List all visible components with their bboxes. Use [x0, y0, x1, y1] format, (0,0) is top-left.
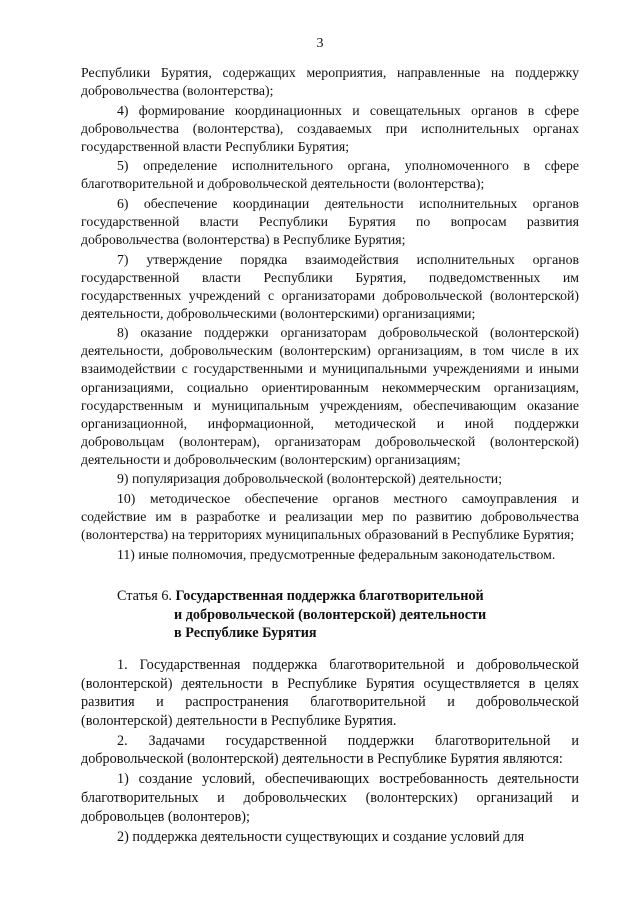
article-title-line: и добровольческой (волонтерской) деятельности: [174, 606, 487, 623]
article-heading: [117, 587, 557, 643]
paragraph: 9) популяризация добровольческой (волонтерской) деятельности;: [117, 471, 503, 487]
paragraph: 11) иные полномочия, предусмотренные федеральным законодательством.: [117, 546, 556, 562]
paragraph: 1. Государственная поддержка благотворительной и добровольческой (волонтерской) деятельности в Республике Бурятия осуществляется в целях развития и распространения благотворительной и добровольческой (волонтерской) деятельности в Республике Бурятия.: [81, 657, 579, 729]
paragraph: 1) создание условий, обеспечивающих востребованность деятельности благотворительных и добровольческих (волонтерских) организаций и добровольцев (волонтеров);: [81, 771, 579, 825]
paragraph: 2) поддержка деятельности существующих и создание условий для: [117, 828, 525, 845]
article-number: Статья 6.: [117, 588, 172, 604]
paragraph: 6) обеспечение координации деятельности исполнительных органов государственной власти Республики Бурятия по вопросам развития добровольчества (волонтерства) в Республике Бурятия;: [81, 195, 579, 248]
article-title-line: в Республике Бурятия: [174, 625, 317, 642]
paragraph: 2. Задачами государственной поддержки благотворительной и добровольческой (волонтерской) деятельности в Республике Бурятия являются:: [81, 732, 579, 768]
article-title-line: Государственная поддержка благотворительной: [175, 588, 484, 604]
article-6-body: [81, 656, 579, 846]
paragraph: 7) утверждение порядка взаимодействия исполнительных органов государственной власти Республики Бурятия, подведомственных им государственных учреждений с организаторами добровольческой (волонтерской) деятельности, добровольческими (волонтерскими) организациями;: [81, 251, 579, 321]
paragraph: 8) оказание поддержки организаторам добровольческой (волонтерской) деятельности, добровольческим (волонтерским) организациям, в том числе в их взаимодействии с государственными и муниципальными учреждениями и иными организациями, социально ориентированным некоммерческим организациям, государственным и муниципальным учреждениям, обеспечивающим оказание организационной, информационной, методической и иной поддержки добровольцам (волонтерам), организаторам добровольческой (волонтерской) деятельности и добровольческим (волонтерским) организациям;: [81, 325, 579, 467]
paragraph: 10) методическое обеспечение органов местного самоуправления и содействие им в разработке и реализации мер по развитию добровольчества (волонтерства) на территориях муниципальных образований в Республике Бурятия;: [81, 490, 579, 543]
article-5-continuation: [81, 64, 579, 564]
page-number: 3: [316, 36, 324, 51]
paragraph: 4) формирование координационных и совещательных органов в сфере добровольчества (волонтерства), создаваемых при исполнительных органах государственной власти Республики Бурятия;: [81, 102, 579, 154]
paragraph: Республики Бурятия, содержащих мероприятия, направленные на поддержку добровольчества (волонтерства);: [81, 65, 579, 99]
paragraph: 5) определение исполнительного органа, уполномоченного в сфере благотворительной и добровольческой деятельности (волонтерства);: [81, 158, 579, 192]
